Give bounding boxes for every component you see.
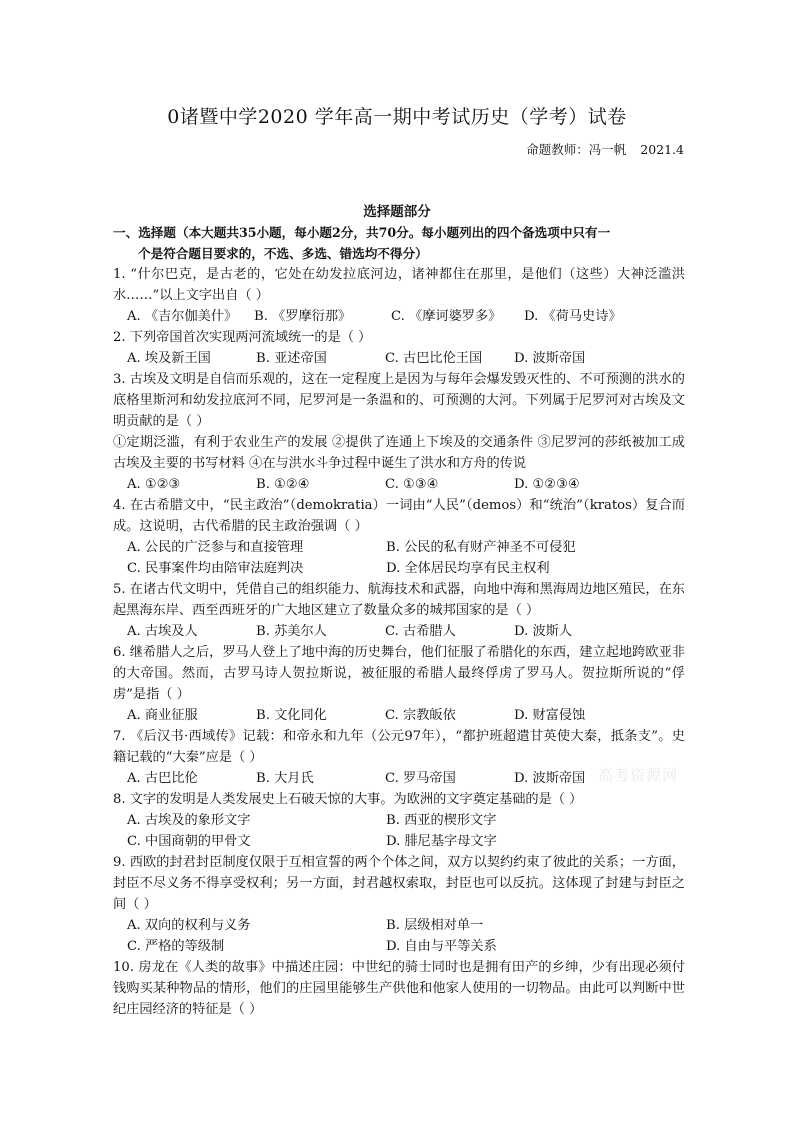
option: A. 古埃及人 [127, 624, 198, 639]
option: C. 罗马帝国 [385, 771, 456, 786]
option: A. 公民的广泛参与和直接管理 [127, 540, 304, 555]
option: A. 商业征服 [127, 708, 198, 723]
option: A. ①②③ [127, 477, 181, 492]
watermark: 高考资源网 [598, 766, 679, 784]
instructions-line2: 个是符合题目要求的，不选、多选、错选均不得分） [138, 246, 428, 261]
option: D. 财富侵蚀 [514, 708, 586, 723]
question-options [113, 810, 685, 852]
question-stem: 2. 下列帝国首次实现两河流域统一的是（ ） [113, 330, 372, 345]
question-options [113, 537, 685, 579]
option: D. 波斯人 [514, 624, 573, 639]
question-stem: 10. 房龙在《人类的故事》中描述庄园：中世纪的骑士同时也是拥有田产的乡绅，少有出现必须付钱购买某种物品的情形，他们的庄园里能够生产供他和他家人使用的一切物品。由此可以判断中世纪庄园经济的特征是（ ） [113, 960, 685, 1017]
page-title: 0诸暨中学2020 学年高一期中考试历史（学考）试卷 [167, 106, 627, 128]
question-options [113, 621, 685, 642]
question-stem: 9. 西欧的封君封臣制度仅限于互相宣誓的两个个体之间，双方以契约约束了彼此的关系；一方面，封臣不尽义务不得享受权利；另一方面，封君越权索取，封臣也可以反抗。这体现了封建与封臣之间（ ） [113, 855, 685, 912]
question-statements: ①定期泛滥，有利于农业生产的发展 ②提供了连通上下埃及的交通条件 ③尼罗河的莎纸被加工成古埃及主要的书写材料 ④在与洪水斗争过程中诞生了洪水和方舟的传说 [113, 435, 685, 471]
instructions [113, 222, 685, 264]
option: B. 苏美尔人 [256, 624, 327, 639]
option: B. 层级相对单一 [386, 918, 484, 933]
option: D. ①②③④ [514, 477, 580, 492]
option: C. 严格的等级制 [127, 939, 225, 954]
option: D. 《荷马史诗》 [524, 309, 622, 324]
question-stem: 7. 《后汉书·西域传》记载：和帝永和九年（公元97年），“都护班超遣甘英使大秦，抵条支”。史籍记载的“大秦”应是（ ） [113, 729, 685, 765]
option: C. 古巴比伦王国 [385, 351, 483, 366]
author-label: 命题教师：冯一帆 [526, 142, 627, 157]
option: C. ①③④ [385, 477, 439, 492]
option: D. 全体居民均享有民主权利 [386, 561, 550, 576]
question-stem: 8. 文字的发明是人类发展史上石破天惊的大事。为欧洲的文字奠定基础的是（ ） [113, 792, 583, 807]
option: D. 自由与平等关系 [386, 939, 497, 954]
question-stem: 6. 继希腊人之后，罗马人登上了地中海的历史舞台，他们征服了希腊化的东西，建立起地跨欧亚非的大帝国。然而，古罗马诗人贺拉斯说，被征服的希腊人最终俘虏了罗马人。贺拉斯所说的“俘虏”是指（ ） [113, 645, 685, 702]
option: C. 《摩诃婆罗多》 [391, 309, 502, 324]
option: B. 亚述帝国 [256, 351, 327, 366]
option: D. 波斯帝国 [514, 351, 586, 366]
option: C. 古希腊人 [385, 624, 456, 639]
question-options [113, 915, 685, 957]
option: B. 文化同化 [256, 708, 327, 723]
option: A. 《吉尔伽美什》 [127, 309, 238, 324]
exam-meta [512, 142, 684, 158]
question-stem: 5. 在诸古代文明中，凭借自己的组织能力、航海技术和武器，向地中海和黑海周边地区殖民，在东起黑海东岸、西至西班牙的广大地区建立了数量众多的城邦国家的是（ ） [113, 582, 685, 618]
option: C. 民事案件均由陪审法庭判决 [127, 561, 304, 576]
question-stem: 4. 在古希腊文中，“民主政治”（demokratia）一词由“人民”（demos）和“统治”（kratos）复合而成。这说明，古代希腊的民主政治强调（ ） [113, 498, 685, 534]
exam-date: 2021.4 [640, 142, 684, 157]
option: B. 西亚的楔形文字 [386, 813, 497, 828]
option: C. 中国商朝的甲骨文 [127, 834, 251, 849]
question-options [113, 306, 685, 327]
question-stem: 3. 古埃及文明是自信而乐观的，这在一定程度上是因为与每年会爆发毁灭性的、不可预测的洪水的底格里斯河和幼发拉底河不同，尼罗河是一条温和的、可预测的大河。下列属于尼罗河对古埃及文明贡献的是（ ） [113, 372, 685, 429]
option: A. 古埃及的象形文字 [127, 813, 251, 828]
option: D. 腓尼基字母文字 [386, 834, 497, 849]
question-stem: 1. “什尔巴克，是古老的，它处在幼发拉底河边，诸神都住在那里，是他们（这些）大神泛滥洪水……”以上文字出自（ ） [113, 267, 685, 303]
section-title: 选择题部分 [363, 204, 431, 220]
option: B. 大月氏 [256, 771, 314, 786]
instructions-line1: 一、选择题（本大题共35小题，每小题2分，共70分。每小题列出的四个备选项中只有一 [113, 225, 611, 240]
option: B. ①②④ [256, 477, 310, 492]
option: D. 波斯帝国 [514, 771, 586, 786]
option: C. 宗教皈依 [385, 708, 456, 723]
option: A. 双向的权利与义务 [127, 918, 251, 933]
question-options [113, 348, 685, 369]
option: B. 《罗摩衍那》 [254, 309, 352, 324]
option: A. 埃及新王国 [127, 351, 211, 366]
option: A. 古巴比伦 [127, 771, 198, 786]
question-options [113, 474, 685, 495]
question-list [113, 222, 685, 1020]
question-options [113, 705, 685, 726]
option: B. 公民的私有财产神圣不可侵犯 [386, 540, 576, 555]
